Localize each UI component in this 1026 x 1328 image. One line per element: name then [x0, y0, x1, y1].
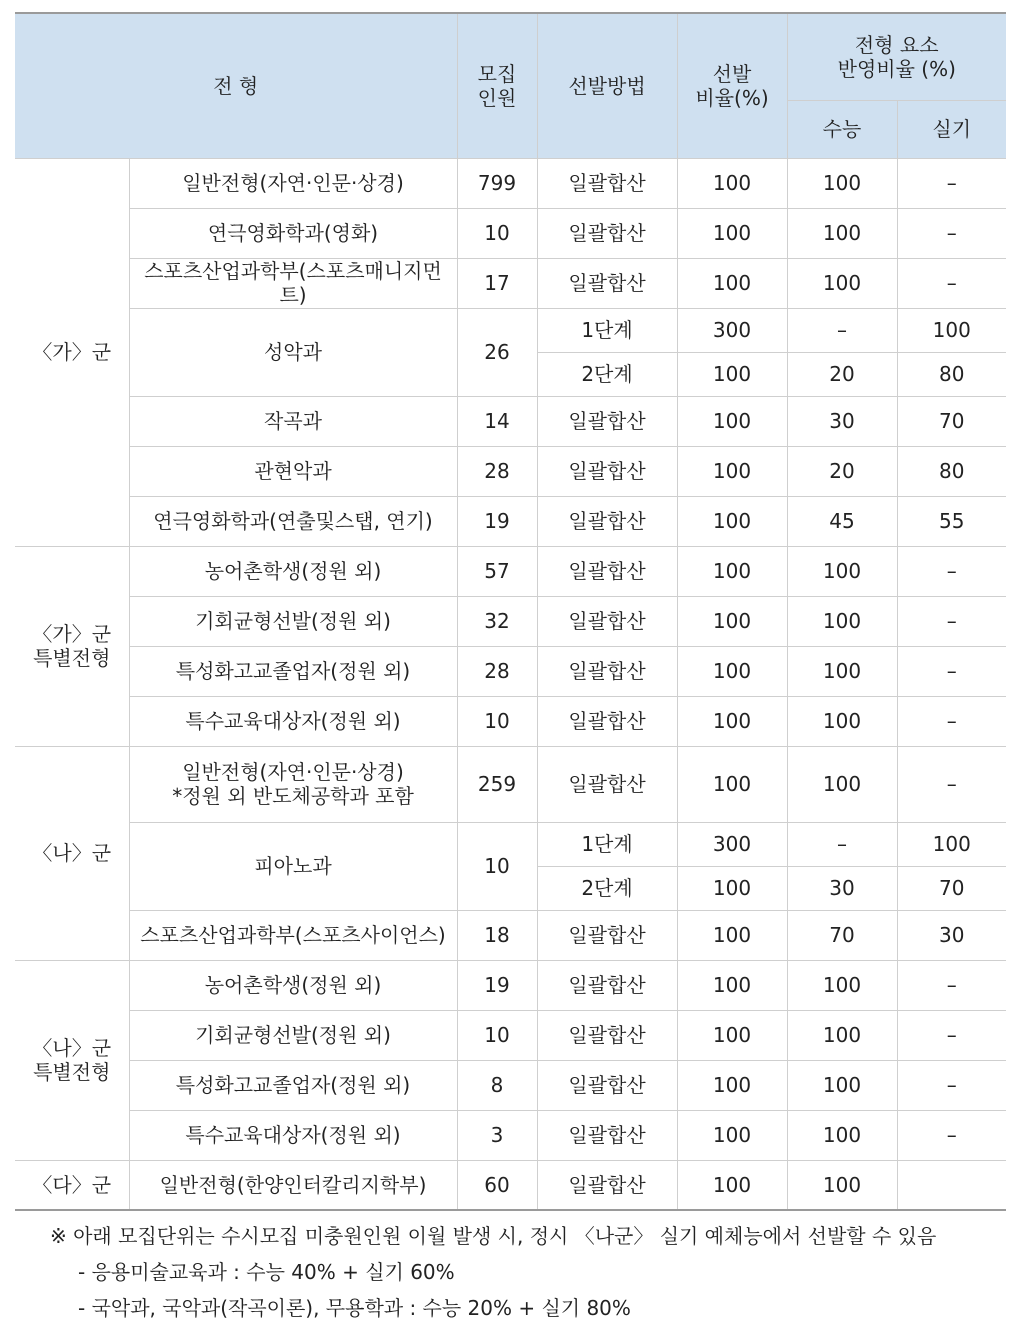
- method-cell: 일괄합산: [537, 208, 677, 258]
- track-name: 기회균형선발(정원 외): [129, 1010, 457, 1060]
- track-name: 연극영화학과(연출및스탭, 연기): [129, 496, 457, 546]
- track-name: 스포츠산업과학부(스포츠매니지먼트): [129, 258, 457, 308]
- quota-cell: 18: [457, 910, 537, 960]
- group-label: 〈가〉군 특별전형: [15, 546, 129, 746]
- table-row: [15, 258, 1006, 308]
- ratio-cell: 100: [677, 546, 787, 596]
- footnote-line: - 응용미술교육과 : 수능 40% + 실기 60%: [78, 1260, 455, 1284]
- method-cell: 일괄합산: [537, 396, 677, 446]
- quota-cell: 60: [457, 1160, 537, 1210]
- track-name: 특수교육대상자(정원 외): [129, 1110, 457, 1160]
- track-name: 농어촌학생(정원 외): [129, 960, 457, 1010]
- suneung-cell: 100: [787, 158, 897, 208]
- quota-cell: 10: [457, 696, 537, 746]
- practical-cell: 100: [897, 308, 1006, 352]
- method-cell: 일괄합산: [537, 1110, 677, 1160]
- track-name: 특성화고교졸업자(정원 외): [129, 646, 457, 696]
- practical-cell: 30: [897, 910, 1006, 960]
- ratio-cell: 100: [677, 696, 787, 746]
- suneung-cell: 100: [787, 960, 897, 1010]
- table-row: [15, 546, 1006, 596]
- admission-table: [15, 12, 1006, 1211]
- method-cell: 일괄합산: [537, 746, 677, 822]
- method-cell: 일괄합산: [537, 546, 677, 596]
- header-quota: 모집 인원: [457, 13, 537, 158]
- quota-cell: 57: [457, 546, 537, 596]
- method-cell: 일괄합산: [537, 1160, 677, 1210]
- track-name: 스포츠산업과학부(스포츠사이언스): [129, 910, 457, 960]
- quota-cell: 19: [457, 960, 537, 1010]
- table-row: [15, 446, 1006, 496]
- quota-cell: 14: [457, 396, 537, 446]
- group-label: 〈나〉군 특별전형: [15, 960, 129, 1160]
- ratio-cell: 100: [677, 158, 787, 208]
- quota-cell: 10: [457, 208, 537, 258]
- footnote-line: - 국악과, 국악과(작곡이론), 무용학과 : 수능 20% + 실기 80%: [78, 1296, 631, 1320]
- method-cell: 일괄합산: [537, 910, 677, 960]
- ratio-cell: 300: [677, 308, 787, 352]
- ratio-cell: 100: [677, 496, 787, 546]
- method-cell: 일괄합산: [537, 960, 677, 1010]
- suneung-cell: 70: [787, 910, 897, 960]
- suneung-cell: 100: [787, 1110, 897, 1160]
- suneung-cell: 100: [787, 646, 897, 696]
- practical-cell: 80: [897, 352, 1006, 396]
- track-name: 작곡과: [129, 396, 457, 446]
- ratio-cell: 100: [677, 910, 787, 960]
- header-track: 전 형: [15, 13, 457, 158]
- ratio-cell: 100: [677, 646, 787, 696]
- practical-cell: 100: [897, 822, 1006, 866]
- quota-cell: 32: [457, 596, 537, 646]
- practical-cell: –: [897, 258, 1006, 308]
- group-label: 〈가〉군: [15, 158, 129, 546]
- practical-cell: –: [897, 1110, 1006, 1160]
- method-cell: 1단계: [537, 308, 677, 352]
- practical-cell: –: [897, 696, 1006, 746]
- header-row: [15, 13, 1006, 100]
- suneung-cell: –: [787, 308, 897, 352]
- practical-cell: 55: [897, 496, 1006, 546]
- method-cell: 일괄합산: [537, 158, 677, 208]
- method-cell: 일괄합산: [537, 496, 677, 546]
- track-name: 성악과: [129, 308, 457, 396]
- suneung-cell: 100: [787, 546, 897, 596]
- suneung-cell: 100: [787, 596, 897, 646]
- practical-cell: –: [897, 596, 1006, 646]
- track-name: 관현악과: [129, 446, 457, 496]
- quota-cell: 10: [457, 822, 537, 910]
- quota-cell: 8: [457, 1060, 537, 1110]
- track-name: 일반전형(한양인터칼리지학부): [129, 1160, 457, 1210]
- quota-cell: 19: [457, 496, 537, 546]
- practical-cell: –: [897, 1060, 1006, 1110]
- practical-cell: –: [897, 208, 1006, 258]
- practical-cell: 70: [897, 396, 1006, 446]
- track-name: 기회균형선발(정원 외): [129, 596, 457, 646]
- ratio-cell: 100: [677, 208, 787, 258]
- practical-cell: 70: [897, 866, 1006, 910]
- group-label: 〈다〉군: [15, 1160, 129, 1210]
- suneung-cell: 100: [787, 1160, 897, 1210]
- ratio-cell: 100: [677, 1060, 787, 1110]
- suneung-cell: 20: [787, 446, 897, 496]
- method-cell: 일괄합산: [537, 646, 677, 696]
- suneung-cell: 100: [787, 1010, 897, 1060]
- ratio-cell: 100: [677, 746, 787, 822]
- table-row: [15, 696, 1006, 746]
- table-row: [15, 910, 1006, 960]
- ratio-cell: 100: [677, 258, 787, 308]
- suneung-cell: 100: [787, 258, 897, 308]
- table-row: [15, 1010, 1006, 1060]
- table-row: [15, 396, 1006, 446]
- quota-cell: 17: [457, 258, 537, 308]
- header-weights: 전형 요소 반영비율 (%): [787, 13, 1006, 100]
- ratio-cell: 100: [677, 596, 787, 646]
- quota-cell: 3: [457, 1110, 537, 1160]
- ratio-cell: 300: [677, 822, 787, 866]
- quota-cell: 28: [457, 446, 537, 496]
- table-row: [15, 960, 1006, 1010]
- ratio-cell: 100: [677, 446, 787, 496]
- suneung-cell: 100: [787, 696, 897, 746]
- table-row: [15, 746, 1006, 822]
- method-cell: 일괄합산: [537, 596, 677, 646]
- suneung-cell: 100: [787, 746, 897, 822]
- suneung-cell: 30: [787, 866, 897, 910]
- table-row: [15, 496, 1006, 546]
- practical-cell: [897, 1160, 1006, 1210]
- method-cell: 일괄합산: [537, 1010, 677, 1060]
- header-ratio: 선발 비율(%): [677, 13, 787, 158]
- suneung-cell: 100: [787, 1060, 897, 1110]
- quota-cell: 799: [457, 158, 537, 208]
- ratio-cell: 100: [677, 1110, 787, 1160]
- ratio-cell: 100: [677, 866, 787, 910]
- ratio-cell: 100: [677, 1010, 787, 1060]
- track-name: 일반전형(자연·인문·상경): [129, 158, 457, 208]
- track-name: 연극영화학과(영화): [129, 208, 457, 258]
- practical-cell: 80: [897, 446, 1006, 496]
- table-row: [15, 158, 1006, 208]
- method-cell: 2단계: [537, 352, 677, 396]
- method-cell: 일괄합산: [537, 446, 677, 496]
- practical-cell: –: [897, 646, 1006, 696]
- method-cell: 일괄합산: [537, 1060, 677, 1110]
- ratio-cell: 100: [677, 352, 787, 396]
- suneung-cell: 30: [787, 396, 897, 446]
- practical-cell: –: [897, 158, 1006, 208]
- quota-cell: 26: [457, 308, 537, 396]
- track-name: 특성화고교졸업자(정원 외): [129, 1060, 457, 1110]
- quota-cell: 10: [457, 1010, 537, 1060]
- ratio-cell: 100: [677, 1160, 787, 1210]
- table-row: [15, 596, 1006, 646]
- track-name: 농어촌학생(정원 외): [129, 546, 457, 596]
- method-cell: 2단계: [537, 866, 677, 910]
- table-row: [15, 308, 1006, 352]
- header-method: 선발방법: [537, 13, 677, 158]
- ratio-cell: 100: [677, 396, 787, 446]
- table-row: [15, 1060, 1006, 1110]
- footnotes: [50, 1218, 1010, 1326]
- suneung-cell: 45: [787, 496, 897, 546]
- header-practical: 실기: [897, 100, 1006, 158]
- suneung-cell: 20: [787, 352, 897, 396]
- group-label: 〈나〉군: [15, 746, 129, 960]
- table-row: [15, 822, 1006, 866]
- table-row: [15, 1110, 1006, 1160]
- method-cell: 일괄합산: [537, 258, 677, 308]
- practical-cell: –: [897, 546, 1006, 596]
- quota-cell: 28: [457, 646, 537, 696]
- table-row: [15, 208, 1006, 258]
- practical-cell: –: [897, 746, 1006, 822]
- ratio-cell: 100: [677, 960, 787, 1010]
- method-cell: 일괄합산: [537, 696, 677, 746]
- track-name: 특수교육대상자(정원 외): [129, 696, 457, 746]
- suneung-cell: 100: [787, 208, 897, 258]
- table-row: [15, 646, 1006, 696]
- table-row: [15, 1160, 1006, 1210]
- header-suneung: 수능: [787, 100, 897, 158]
- practical-cell: –: [897, 1010, 1006, 1060]
- footnote-main: ※ 아래 모집단위는 수시모집 미충원인원 이월 발생 시, 정시 〈나군〉 실기 예체능에서 선발할 수 있음: [50, 1224, 937, 1248]
- track-name: 일반전형(자연·인문·상경) *정원 외 반도체공학과 포함: [129, 746, 457, 822]
- suneung-cell: –: [787, 822, 897, 866]
- practical-cell: –: [897, 960, 1006, 1010]
- track-name: 피아노과: [129, 822, 457, 910]
- method-cell: 1단계: [537, 822, 677, 866]
- quota-cell: 259: [457, 746, 537, 822]
